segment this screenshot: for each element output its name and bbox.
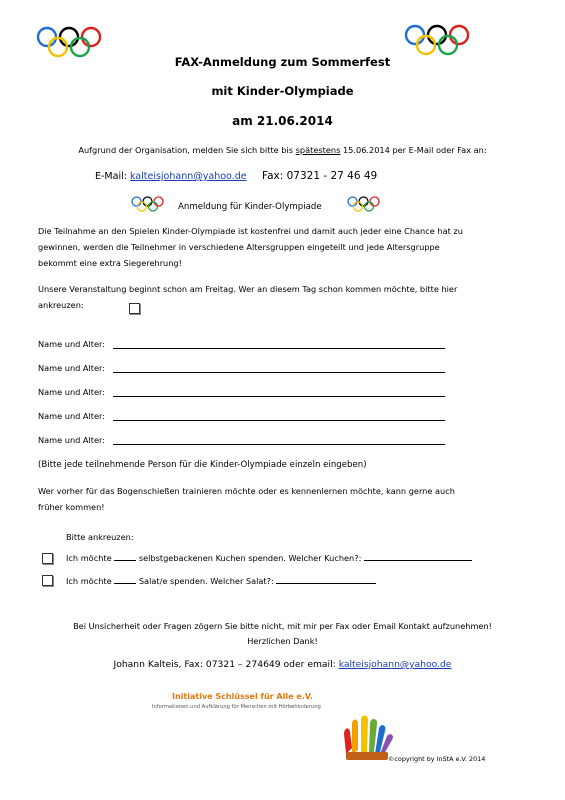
closing-contact — [0, 659, 565, 670]
name-row — [38, 339, 105, 349]
name-row-label: Name und Alter: — [38, 339, 106, 349]
contact-top-email — [95, 171, 247, 182]
friday-checkbox[interactable] — [129, 303, 140, 314]
intro-before: Aufgrund der Organisation, melden Sie sich bitte bis — [78, 145, 294, 155]
name-row — [38, 387, 105, 397]
closing-contact-text: Johann Kalteis, Fax: 07321 – 274649 oder email: — [113, 659, 336, 670]
section-heading: Anmeldung für Kinder-Olympiade — [178, 202, 322, 212]
friday-paragraph — [38, 282, 508, 314]
olympic-rings-icon — [404, 24, 472, 58]
cake-amount-line[interactable] — [114, 559, 136, 561]
p1-line-2: gewinnen, werden die Teilnehmer in verschiedene Altersgruppen eingeteilt und jede Altersgruppe — [38, 241, 440, 252]
closing-line-2: Herzlichen Dank! — [247, 636, 318, 646]
title-line-3: am 21.06.2014 — [232, 114, 333, 128]
p2-line-2: ankreuzen: — [38, 299, 84, 310]
olympic-rings-icon — [347, 196, 381, 213]
participation-paragraph — [38, 224, 508, 272]
name-row-label: Name und Alter: — [38, 411, 106, 421]
email-label: E-Mail: — [95, 171, 127, 182]
fax-number: Fax: 07321 - 27 46 49 — [262, 170, 378, 182]
name-input-line[interactable] — [113, 443, 445, 445]
archery-line-1: Wer vorher für das Bogenschießen trainieren möchte oder es kennenlernen möchte, kann gerne auch — [38, 486, 455, 496]
salad-item — [66, 576, 376, 586]
name-row-label: Name und Alter: — [38, 363, 106, 373]
name-row-label: Name und Alter: — [38, 387, 106, 397]
cake-item-prefix: Ich möchte — [66, 553, 112, 563]
p1-line-3: bekommt eine extra Siegerehrung! — [38, 257, 182, 268]
name-input-line[interactable] — [113, 371, 445, 373]
name-row — [38, 435, 105, 445]
name-input-line[interactable] — [113, 419, 445, 421]
entry-note: (Bitte jede teilnehmende Person für die Kinder-Olympiade einzeln eingeben) — [38, 460, 367, 470]
intro-text — [0, 145, 565, 155]
org-name: Initiative Schlüssel für Alle e.V. — [172, 692, 313, 701]
salad-item-text: Salat/e spenden. Welcher Salat?: — [138, 576, 274, 586]
name-row — [38, 411, 105, 421]
archery-line-2: früher kommen! — [38, 501, 105, 512]
salad-item-prefix: Ich möchte — [66, 576, 112, 586]
cake-checkbox[interactable] — [42, 553, 53, 564]
salad-checkbox[interactable] — [42, 575, 53, 586]
p1-line-1: Die Teilnahme an den Spielen Kinder-Olympiade ist kostenfrei und damit auch jeder eine Chance hat zu — [38, 226, 463, 236]
title-line-2: mit Kinder-Olympiade — [211, 84, 354, 98]
closing-line-1: Bei Unsicherheit oder Fragen zögern Sie bitte nicht, mit mir per Fax oder Email Kontakt aufzunehmen! — [73, 621, 492, 631]
name-input-line[interactable] — [113, 395, 445, 397]
cake-type-line[interactable] — [364, 559, 472, 561]
p2-line-1: Unsere Veranstaltung beginnt schon am Freitag. Wer an diesem Tag schon kommen möchte, bitte hier — [38, 284, 458, 294]
title-line-1: FAX-Anmeldung zum Sommerfest — [174, 55, 391, 69]
cake-item — [66, 553, 472, 563]
closing-email-link[interactable]: kalteisjohann@yahoo.de — [338, 659, 452, 670]
name-row-label: Name und Alter: — [38, 435, 106, 445]
org-tagline: Informationen und Aufklärung für Menschen mit Hörbehinderung — [152, 704, 321, 710]
olympic-rings-icon — [131, 196, 165, 213]
salad-amount-line[interactable] — [114, 582, 136, 584]
intro-after: 15.06.2014 per E-Mail oder Fax an: — [342, 145, 487, 155]
cake-item-text: selbstgebackenen Kuchen spenden. Welcher Kuchen?: — [138, 553, 362, 563]
archery-paragraph — [38, 484, 518, 516]
email-link[interactable]: kalteisjohann@yahoo.de — [129, 171, 247, 182]
intro-deadline-word: spätestens — [295, 145, 341, 155]
copyright: ©copyright by InStA e.V. 2014 — [388, 755, 486, 763]
name-input-line[interactable] — [113, 347, 445, 349]
name-row — [38, 363, 105, 373]
salad-type-line[interactable] — [276, 582, 376, 584]
checklist-heading: Bitte ankreuzen: — [66, 532, 134, 542]
